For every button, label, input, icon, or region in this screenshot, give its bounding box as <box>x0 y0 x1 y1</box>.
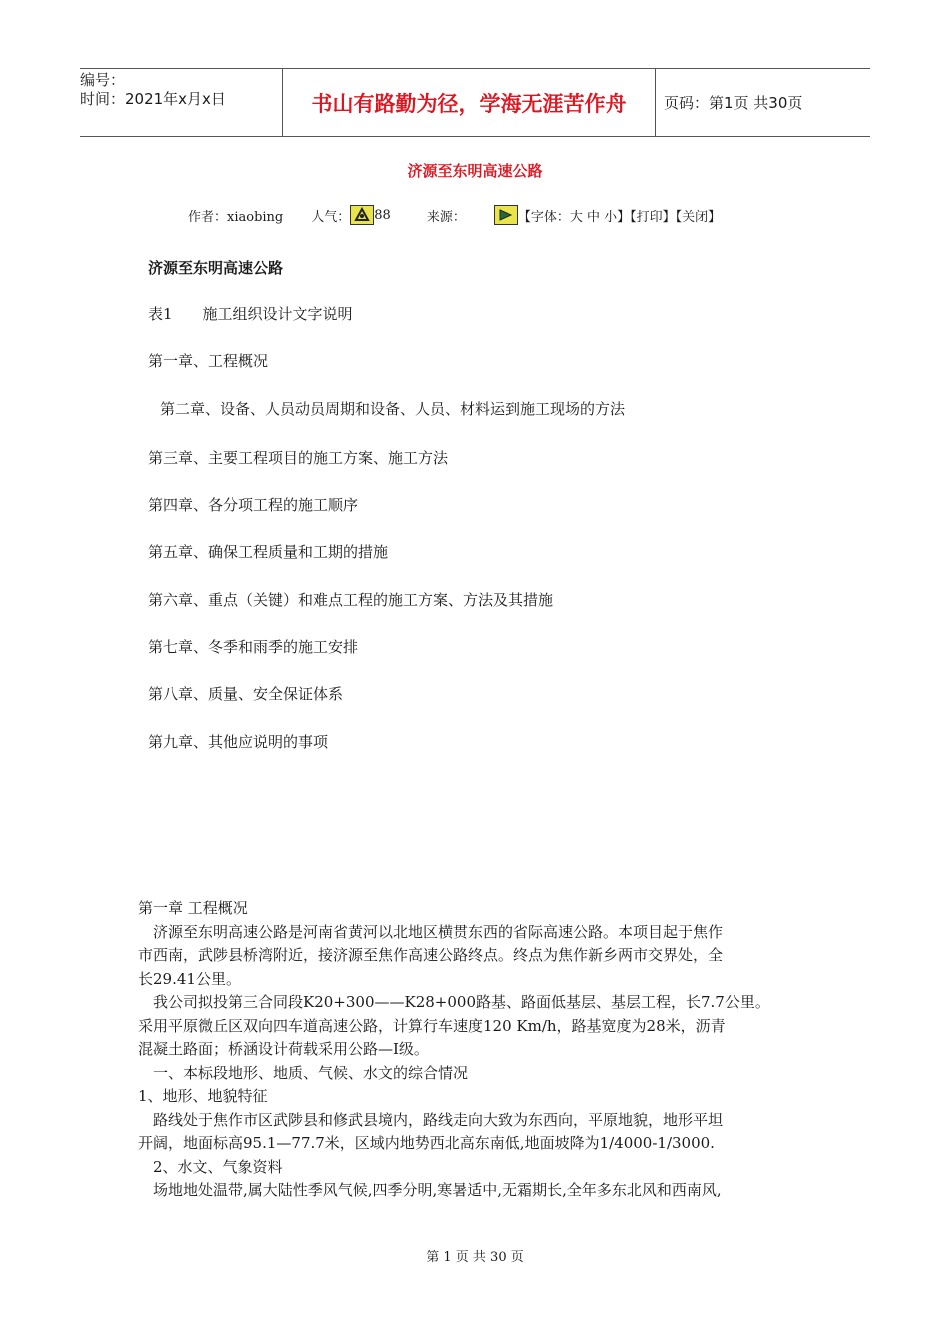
article-meta <box>188 205 721 225</box>
paragraph-line: 我公司拟投第三合同段K20+300——K28+000路基、路面低基层、基层工程，长7.7公里。 <box>138 993 770 1011</box>
page-header <box>80 68 870 137</box>
sub-heading: 1、地形、地貌特征 <box>138 1087 268 1105</box>
toc-item-3: 第三章、主要工程项目的施工方案、施工方法 <box>148 449 449 467</box>
paragraph-line: 市西南，武陟县桥湾附近，接济源至焦作高速公路终点。终点为焦作新乡两市交界处，全 <box>138 946 724 964</box>
paragraph-line: 场地地处温带,属大陆性季风气候,四季分明,寒暑适中,无霜期长,全年多东北风和西南风, <box>138 1181 722 1199</box>
paragraph-line: 开阔，地面标高95.1—77.7米，区域内地势西北高东南低,地面坡降为1/4000-1/3000. <box>138 1134 715 1152</box>
sub-heading: 2、水文、气象资料 <box>138 1157 283 1176</box>
number-label: 编号： <box>80 71 126 89</box>
paragraph-line: 济源至东明高速公路是河南省黄河以北地区横贯东西的省际高速公路。本项目起于焦作 <box>138 922 724 941</box>
toc-table-label: 表1 施工组织设计文字说明 <box>148 305 353 323</box>
toc-item-8: 第八章、质量、安全保证体系 <box>148 685 344 703</box>
header-motto: 书山有路勤为径，学海无涯苦作舟 <box>282 69 656 136</box>
page-footer: 第 1 页 共 30 页 <box>426 1250 524 1265</box>
popularity-icon <box>350 205 374 225</box>
paragraph-line: 采用平原微丘区双向四车道高速公路，计算行车速度120 Km/h，路基宽度为28米，沥青 <box>138 1016 726 1035</box>
article-actions[interactable]: 【字体：大 中 小】【打印】【关闭】 <box>517 209 722 225</box>
toc-item-9: 第九章、其他应说明的事项 <box>148 733 329 751</box>
header-page-label: 页码：第1页 共30页 <box>664 94 803 112</box>
source-label: 来源： <box>426 209 466 225</box>
toc-item-6: 第六章、重点（关键）和难点工程的施工方案、方法及其措施 <box>148 591 554 609</box>
toc-item-7: 第七章、冬季和雨季的施工安排 <box>148 638 359 656</box>
article-body <box>138 897 818 1203</box>
popularity-value: 88 <box>374 207 391 223</box>
time-label: 时间：2021年x月x日 <box>80 90 226 108</box>
toc-item-1: 第一章、工程概况 <box>148 352 269 370</box>
paragraph-line: 路线处于焦作市区武陟县和修武县境内，路线走向大致为东西向，平原地貌，地形平坦 <box>138 1110 724 1129</box>
author: 作者：xiaobing <box>188 209 284 225</box>
toc-item-4: 第四章、各分项工程的施工顺序 <box>148 496 359 514</box>
chapter-heading: 第一章 工程概况 <box>138 899 248 917</box>
paragraph-line: 长29.41公里。 <box>138 969 241 988</box>
article-title: 济源至东明高速公路 <box>407 162 543 180</box>
toc-item-2: 第二章、设备、人员动员周期和设备、人员、材料运到施工现场的方法 <box>160 400 626 418</box>
paragraph-line: 混凝土路面；桥涵设计荷载采用公路—I级。 <box>138 1040 429 1058</box>
section-heading: 一、本标段地形、地质、气候、水文的综合情况 <box>138 1063 469 1082</box>
toc-item-5: 第五章、确保工程质量和工期的措施 <box>148 543 389 561</box>
popularity-label: 人气： <box>311 209 351 225</box>
toc-heading: 济源至东明高速公路 <box>148 259 284 277</box>
header-left-cell <box>80 69 281 138</box>
source-icon <box>494 205 518 225</box>
